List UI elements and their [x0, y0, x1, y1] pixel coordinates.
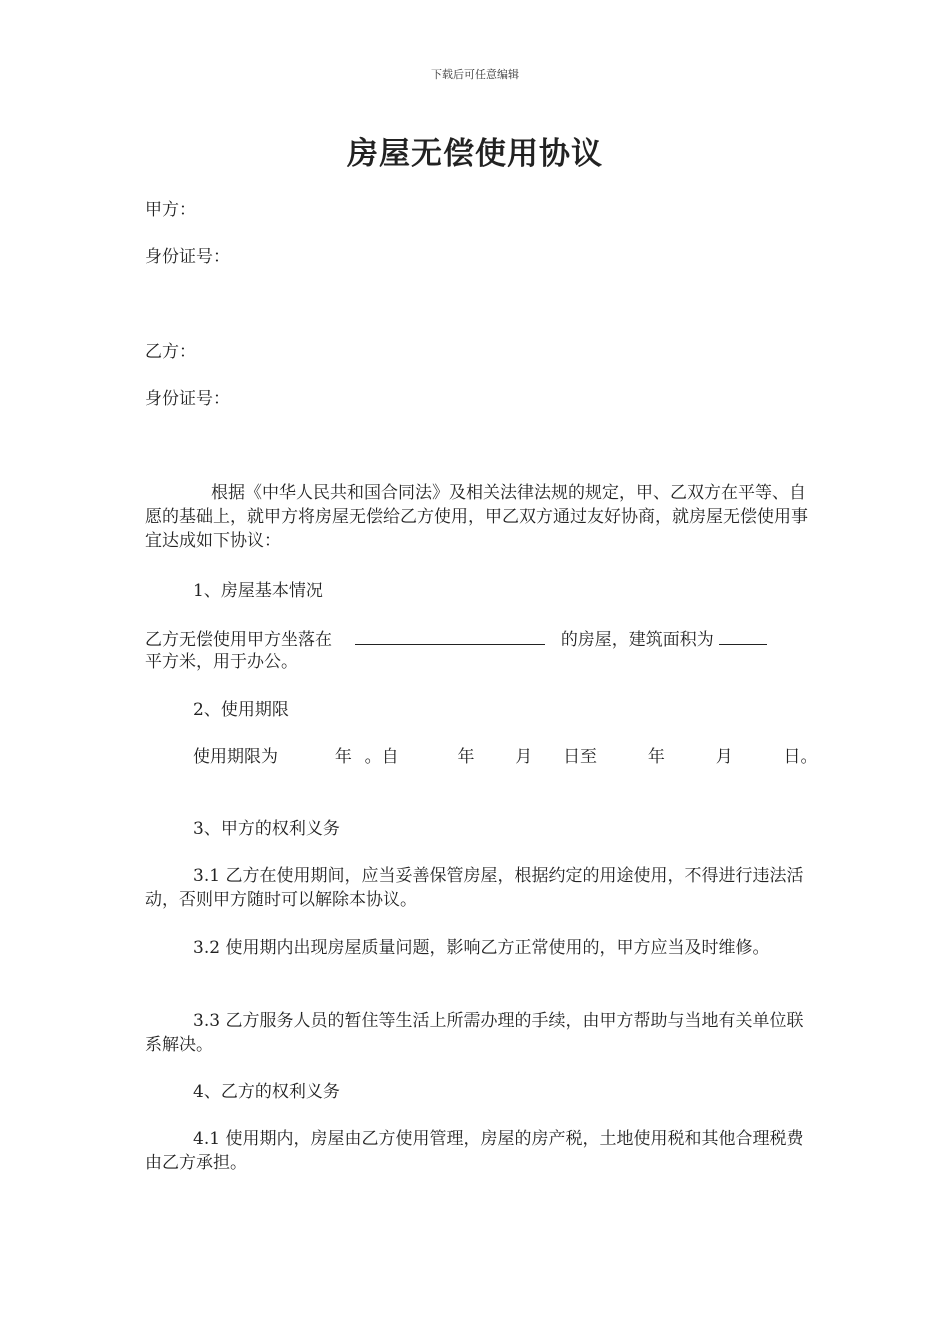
header-note: 下载后可任意编辑	[431, 68, 519, 81]
location-blank	[355, 626, 545, 645]
term-year-unit: 年	[334, 747, 352, 767]
term-from: 。自	[364, 747, 399, 767]
start-month-unit: 月	[515, 747, 533, 767]
start-day-to: 日至	[563, 747, 598, 767]
section3-clause3: 3.3 乙方服务人员的暂住等生活上所需办理的手续，由甲方帮助与当地有关单位联系解决。	[145, 1011, 804, 1055]
section1-heading: 1、房屋基本情况	[193, 581, 323, 601]
section3-heading: 3、甲方的权利义务	[193, 819, 340, 839]
section1-text-b: 的房屋，建筑面积为	[560, 630, 714, 650]
party-a-label: 甲方：	[145, 200, 196, 220]
document-title: 房屋无偿使用协议	[347, 136, 603, 172]
party-b-id-label: 身份证号：	[145, 389, 230, 409]
section3-clause1: 3.1 乙方在使用期间，应当妥善保管房屋，根据约定的用途使用，不得进行违法活动，否则甲方随时可以解除本协议。	[145, 866, 804, 910]
intro-paragraph: 根据《中华人民共和国合同法》及相关法律法规的规定，甲、乙双方在平等、自愿的基础上，就甲方将房屋无偿给乙方使用，甲乙双方通过友好协商，就房屋无偿使用事宜达成如下协议：	[145, 483, 808, 551]
section1-text-c: 平方米，用于办公。	[145, 652, 298, 672]
section1-line1	[145, 626, 767, 652]
section4-clause1: 4.1 使用期内，房屋由乙方使用管理，房屋的房产税，土地使用税和其他合理税费由乙方承担。	[145, 1129, 804, 1173]
term-line	[193, 745, 818, 769]
section1-text-a: 乙方无偿使用甲方坐落在	[145, 630, 332, 650]
party-b-label: 乙方：	[145, 342, 196, 362]
start-year-unit: 年	[457, 747, 475, 767]
party-a-id-label: 身份证号：	[145, 247, 230, 267]
end-month-unit: 月	[715, 747, 733, 767]
section4-heading: 4、乙方的权利义务	[193, 1082, 340, 1102]
end-year-unit: 年	[647, 747, 665, 767]
end-day-unit: 日。	[783, 747, 818, 767]
section2-heading: 2、使用期限	[193, 700, 289, 720]
area-blank	[719, 626, 767, 645]
section3-clause2: 3.2 使用期内出现房屋质量问题，影响乙方正常使用的，甲方应当及时维修。	[193, 938, 770, 958]
term-prefix: 使用期限为	[193, 747, 278, 767]
